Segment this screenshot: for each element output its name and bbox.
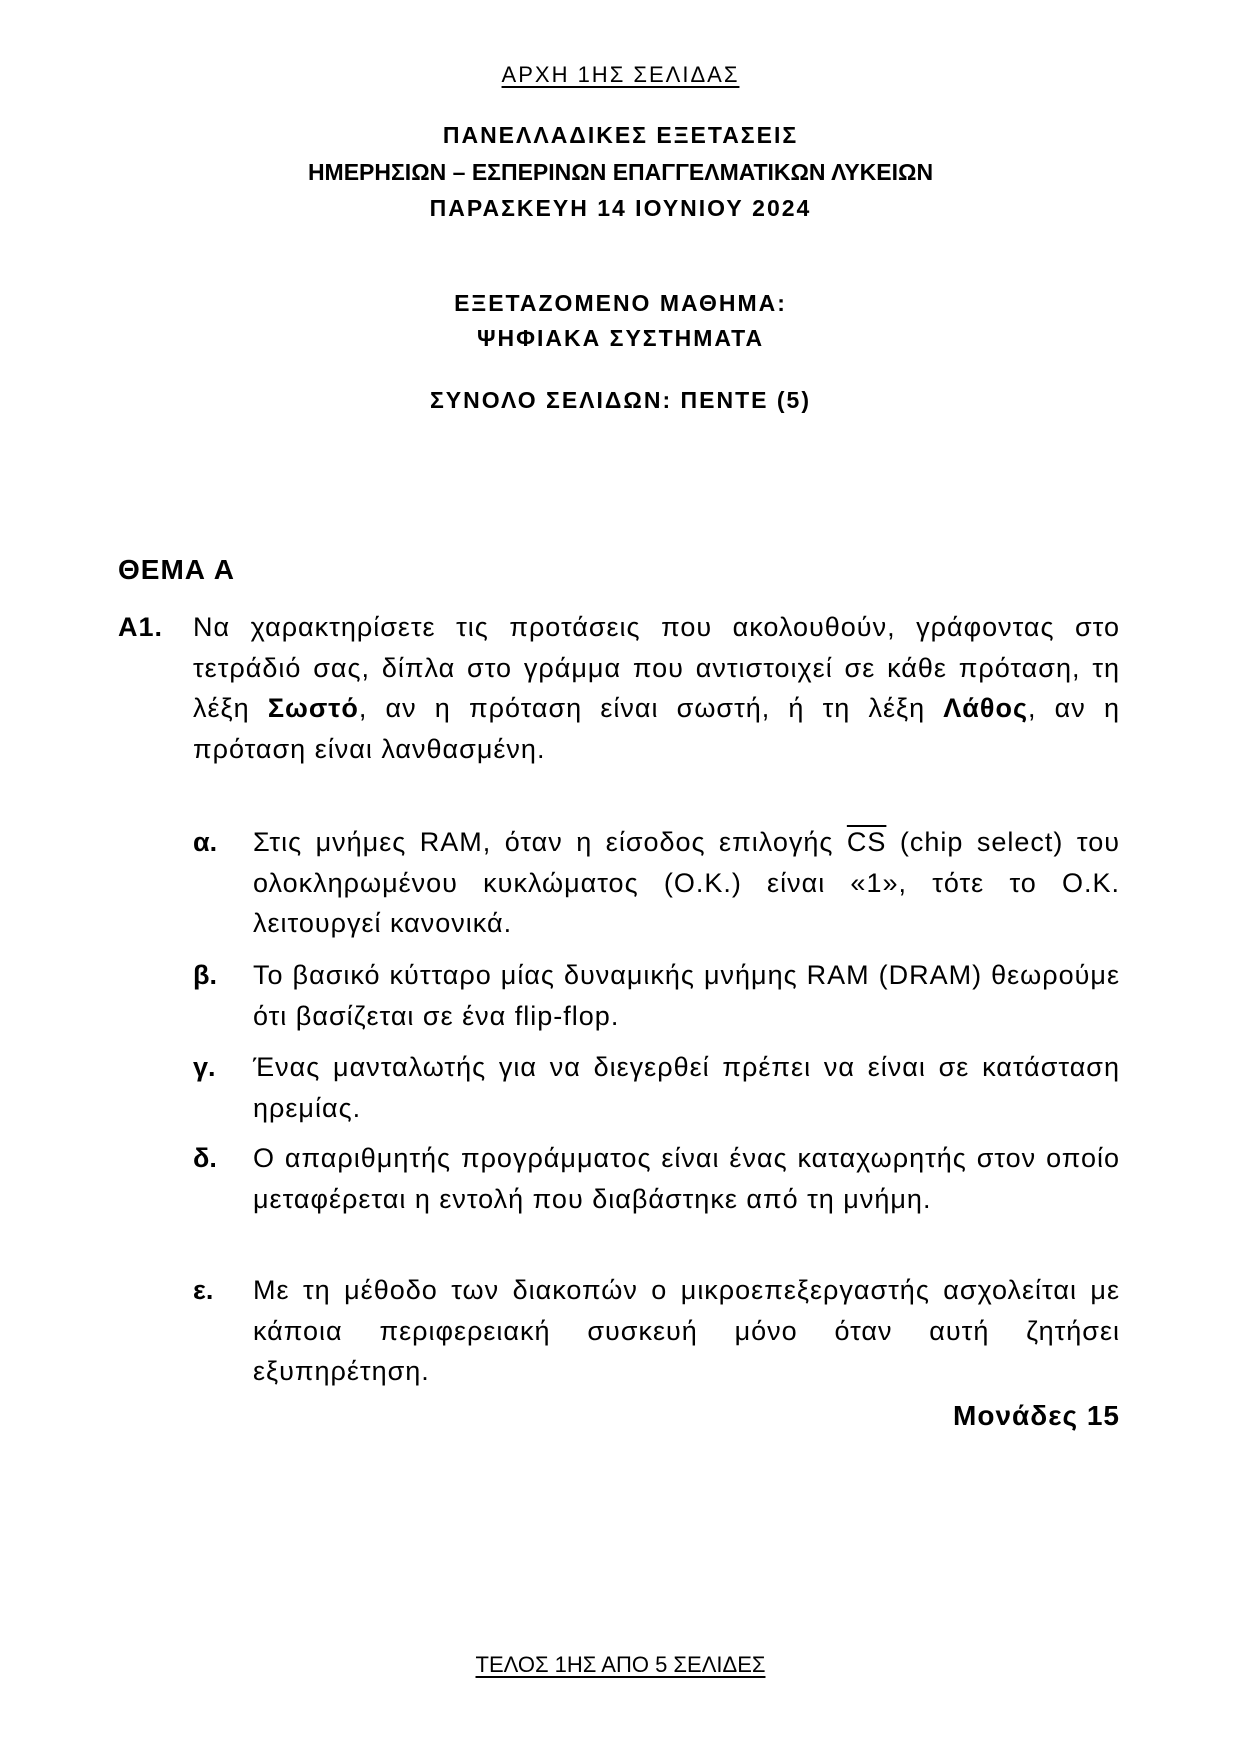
total-pages: ΣΥΝΟΛΟ ΣΕΛΙΔΩΝ: ΠΕΝΤΕ (5): [430, 387, 811, 413]
list-item: [193, 1270, 1120, 1392]
list-item: [193, 955, 1120, 1036]
item-label: γ.: [193, 1052, 216, 1082]
item-text-part: (chip select) του ολοκληρωμένου κυκλώματος (Ο.Κ.) είναι «1», τότε το Ο.Κ. λειτουργεί κανονικά.: [253, 827, 1120, 938]
list-item: [193, 822, 1120, 944]
question-text-part: , αν η πρόταση είναι σωστή, ή τη λέξη: [358, 693, 944, 723]
exam-title: ΠΑΝΕΛΛΑΔΙΚΕΣ ΕΞΕΤΑΣΕΙΣ: [442, 122, 799, 148]
chip-select-signal: $\overline{CS}$: [846, 827, 887, 857]
exam-date: ΠΑΡΑΣΚΕΥΗ 14 ΙΟΥΝΙΟΥ 2024: [429, 195, 812, 221]
item-label: δ.: [193, 1143, 217, 1173]
item-label: ε.: [193, 1275, 214, 1305]
item-text: Ένας μανταλωτής για να διεγερθεί πρέπει να είναι σε κατάσταση ηρεμίας.: [253, 1052, 1120, 1123]
page-end-label: ΤΕΛΟΣ 1ΗΣ ΑΠΟ 5 ΣΕΛΙΔΕΣ: [475, 1652, 766, 1677]
marks-label: Μονάδες 15: [953, 1400, 1120, 1431]
item-text-part: Στις μνήμες RAM, όταν η είσοδος επιλογής: [253, 827, 847, 857]
item-text: [253, 822, 1120, 944]
question-text-part: , αν η πρόταση είναι λανθασμένη.: [193, 693, 1120, 764]
question-a1: [118, 607, 1120, 769]
list-item: [193, 1047, 1120, 1128]
school-type: ΗΜΕΡΗΣΙΩΝ – ΕΣΠΕΡΙΝΩΝ ΕΠΑΓΓΕΛΜΑΤΙΚΩΝ ΛΥΚΕΙΩΝ: [307, 159, 934, 185]
wrong-word: Λάθος: [943, 693, 1028, 723]
subject-name: ΨΗΦΙΑΚΑ ΣΥΣΤΗΜΑΤΑ: [476, 325, 765, 351]
item-label: β.: [193, 960, 217, 990]
page-start-label: ΑΡΧΗ 1ΗΣ ΣΕΛΙΔΑΣ: [501, 62, 740, 87]
question-text: [193, 607, 1120, 769]
question-text-part: Να χαρακτηρίσετε τις προτάσεις που ακολουθούν, γράφοντας στο τετράδιό σας, δίπλα στο γράμμα που αντιστοιχεί σε κάθε πρόταση, τη λέξη: [193, 612, 1120, 723]
item-label: α.: [193, 827, 218, 857]
list-item: [193, 1138, 1120, 1219]
item-text: Με τη μέθοδο των διακοπών ο μικροεπεξεργαστής ασχολείται με κάποια περιφερειακή συσκευή μόνο όταν αυτή ζητήσει εξυπηρέτηση.: [253, 1275, 1120, 1386]
item-text: Ο απαριθμητής προγράμματος είναι ένας καταχωρητής στον οποίο μεταφέρεται η εντολή που διαβάστηκε από τη μνήμη.: [253, 1143, 1120, 1214]
correct-word: Σωστό: [267, 693, 359, 723]
question-number: Α1.: [118, 612, 164, 642]
subject-label: ΕΞΕΤΑΖΟΜΕΝΟ ΜΑΘΗΜΑ:: [454, 290, 787, 316]
item-text: Το βασικό κύτταρο μίας δυναμικής μνήμης RAM (DRAM) θεωρούμε ότι βασίζεται σε ένα flip-flop.: [253, 960, 1120, 1031]
section-title: ΘΕΜΑ Α: [118, 554, 235, 585]
